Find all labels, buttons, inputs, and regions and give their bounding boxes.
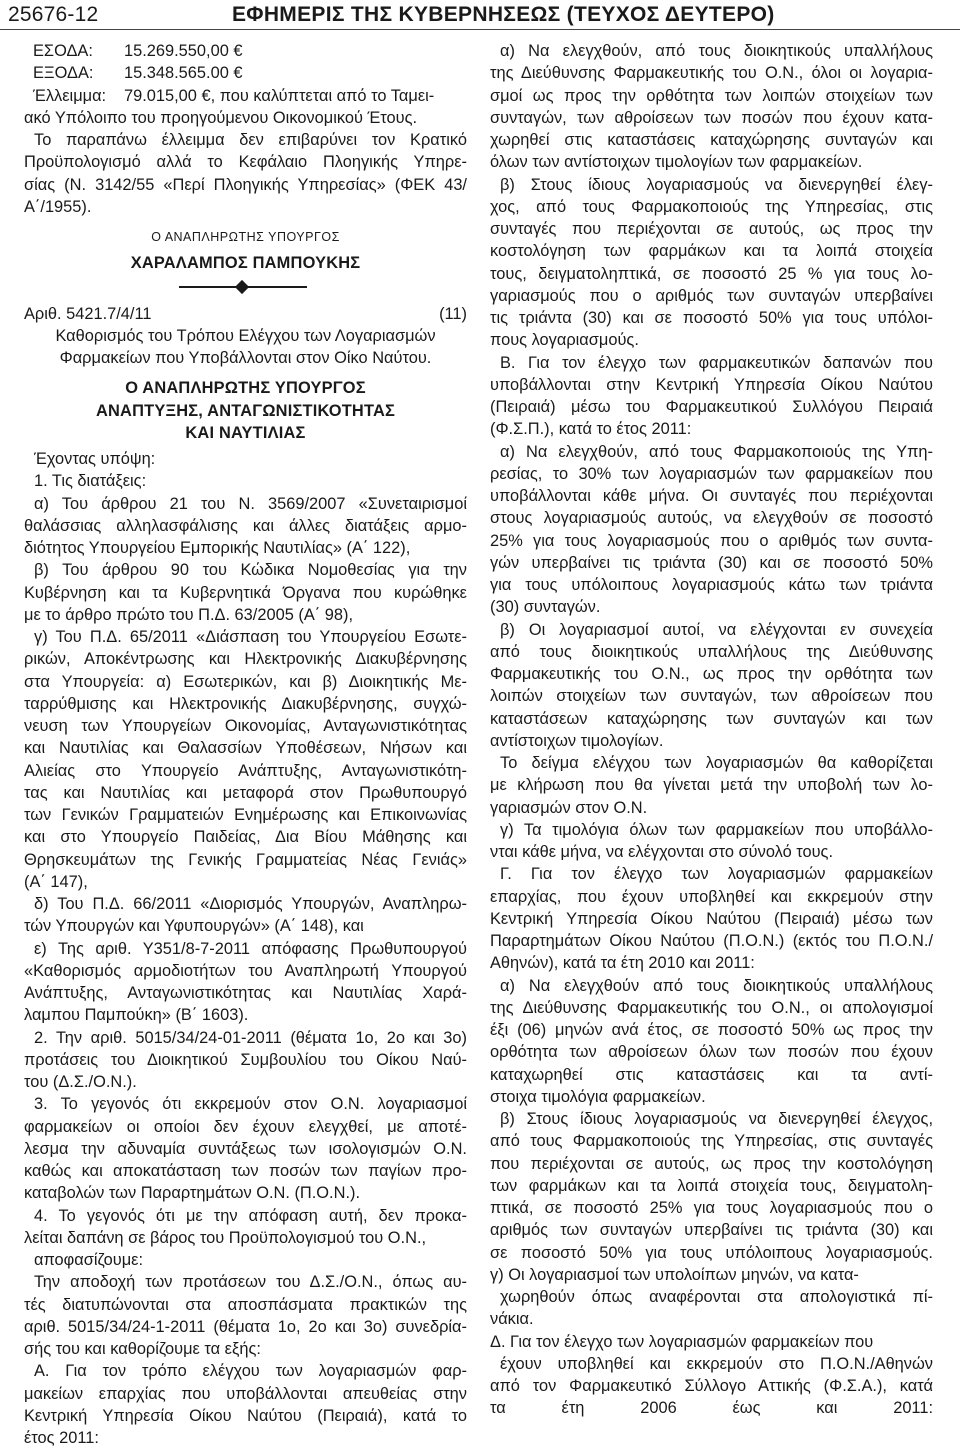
body-line: από τον Φαρμακευτικό Σύλλογο Αττικής (Φ.Σ.Α.), κατά	[490, 1377, 933, 1395]
body-line: ορθότητα των αθροίσεων όλων των ποσών που έχουν	[490, 1043, 933, 1062]
page-header	[0, 0, 960, 30]
body-line: α) Να ελεγχθούν, από τους διοικητικούς υπαλλήλους	[500, 42, 933, 60]
body-line: χος, από τους Φαρμακοποιούς της Υπηρεσίας, στις	[490, 197, 933, 216]
signatory-title: Ο ΑΝΑΠΛΗΡΩΤΗΣ ΥΠΟΥΡΓΟΣ	[151, 230, 340, 244]
body-line: της Διεύθυνσης Φαρμακευτικής του Ο.Ν., οι απολογισμοί	[490, 998, 933, 1017]
intro-line: σίας (Ν. 3142/55 «Περί Πλοηγικής Υπηρεσίας» (ΦΕΚ 43/	[24, 175, 467, 194]
body-line: Θρησκευμάτων της Γενικής Γραμματείας Νέας Γενιάς»	[24, 850, 467, 869]
body-line: Αλιείας στο Υπουργείο Ανάπτυξης, Ανταγωνιστικότη-	[24, 761, 467, 780]
body-line: Γ. Για τον έλεγχο των λογαριασμών φαρμακείων	[500, 865, 933, 884]
body-line: Δ. Για τον έλεγχο των λογαριασμών φαρμακείων που	[490, 1332, 874, 1351]
deficit-label: Έλλειμμα:	[33, 86, 107, 105]
body-line: επαρχίας, που έχουν υποβληθεί και εκκρεμούν στην	[490, 887, 933, 906]
body-line: καταχωρηθεί στις καταστάσεις και τα αντί-	[490, 1065, 933, 1084]
right-body	[490, 40, 933, 1420]
body-line: β) Στους ίδιους λογαριασμούς να διενεργηθεί έλεγ-	[500, 175, 933, 194]
decision-heading	[24, 303, 467, 325]
decision-title	[24, 325, 467, 370]
body-line: Κεντρική Υπηρεσία Οίκου Ναύτου (Πειραιά), κατά το	[24, 1406, 467, 1425]
minister-heading-line: Ο ΑΝΑΠΛΗΡΩΤΗΣ ΥΠΟΥΡΓΟΣ	[125, 379, 366, 398]
body-line: (Πειραιά) μέσω του Φαρμακευτικού Συλλόγου Πειραιά	[490, 398, 933, 416]
body-line: β) Του άρθρου 90 του Κώδικα Νομοθεσίας για την	[34, 561, 467, 580]
body-line: στα Υπουργεία: α) Εσωτερικών, και β) Διοικητικής Με-	[24, 672, 467, 691]
body-line: συνταγές που περιέχονται σε αυτούς, ως προς την	[490, 220, 933, 238]
body-line: Φαρμακευτικής του Ο.Ν., ως προς την ορθότητα των	[490, 665, 933, 683]
body-line: καταστάσεων καταχώρησης των συνταγών και των	[490, 709, 933, 728]
body-line: του (Δ.Σ./Ο.Ν.).	[24, 1073, 137, 1091]
body-line: γών υπερβαίνει τις τριάντα (30) και σε ποσοστό 50%	[490, 553, 933, 572]
gazette-title: ΕΦΗΜΕΡΙΣ ΤΗΣ ΚΥΒΕΡΝΗΣΕΩΣ (ΤΕΥΧΟΣ ΔΕΥΤΕΡΟ)	[232, 3, 775, 26]
body-line: με κλήρωση που θα γίνεται μετά την υποβολή των λο-	[490, 776, 933, 795]
expenses-value: 15.348.565.00 €	[124, 64, 243, 83]
intro-line: Το παραπάνω έλλειμμα δεν επιβαρύνει τον Κρατικό	[34, 131, 467, 149]
body-line: ε) Της αριθ. Υ351/8-7-2011 απόφασης Πρωθυπουργού	[34, 939, 467, 958]
body-line: καθώς και αποκατάσταση των ποσών των παγίων προ-	[24, 1162, 467, 1180]
body-line: λαμπου Παμπούκη» (Β΄ 1603).	[24, 1006, 249, 1025]
body-line: αριθμός των συνταγών υπερβαίνει τις τριάντα (30) και	[490, 1221, 933, 1240]
body-line: 1. Τις διατάξεις:	[34, 472, 147, 491]
body-line: Έχοντας υπόψη:	[34, 450, 156, 468]
right-column	[490, 40, 933, 1420]
page-number: 25676-12	[8, 3, 99, 26]
body-line: τις τριάντα (30) και σε ποσοστό 50% για τους υπόλοι-	[490, 309, 933, 327]
minister-heading-line: ΚΑΙ ΝΑΥΤΙΛΙΑΣ	[185, 423, 306, 442]
body-line: Α. Για τον τρόπο ελέγχου των λογαριασμών φαρ-	[34, 1362, 467, 1381]
body-line: τας και Ναυτιλίας και μεταφορά στον Πρωθυπουργό	[24, 783, 467, 802]
body-line: θαλάσσιας αλληλασφάλισης και άλλες διατάξεις αρμο-	[24, 516, 467, 535]
body-line: από τους διοικητικούς υπαλλήλους της Διεύθυνσης	[490, 642, 933, 661]
body-line: «Καθορισμός αρμοδιοτήτων του Αναπληρωτή Υπουργού	[24, 961, 467, 980]
decision-title-line: Φαρμακείων που Υποβάλλονται στον Οίκο Ναύτου.	[59, 349, 432, 367]
body-line: τών Υπουργών και Υφυπουργών» (Α΄ 148), και	[24, 917, 364, 936]
body-line: από τους Φαρμακοποιούς της Υπηρεσίας, στις συνταγές	[490, 1132, 933, 1151]
body-line: Β. Για τον έλεγχο των φαρμακευτικών δαπανών που	[500, 353, 933, 372]
body-line: γ) Του Π.Δ. 65/2011 «Διάσπαση του Υπουργείου Εσωτε-	[34, 628, 467, 646]
body-line: χωρηθούν όπως αναφέρονται στα απολογιστικά πί-	[500, 1288, 933, 1306]
body-line: διότητος Υπουργείου Εμπορικής Ναυτιλίας» (Α΄ 122),	[24, 539, 411, 557]
body-line: Την αποδοχή των προτάσεων του Δ.Σ./Ο.Ν., όπως αυ-	[34, 1273, 467, 1292]
left-column	[24, 40, 467, 1449]
body-line: δ) Του Π.Δ. 66/2011 «Διορισμός Υπουργών, Αναπληρω-	[34, 895, 467, 913]
body-line: υποβάλλονται κάθε μήνα. Οι συνταγές που περιέχονται	[490, 487, 933, 505]
section-ornament	[24, 275, 467, 297]
finance-table	[24, 40, 434, 107]
body-line: στους λογαριασμούς αυτούς, να ελεγχθούν σε ποσοστό	[490, 509, 933, 528]
revenue-label: ΕΣΟΔΑ:	[33, 42, 93, 60]
minister-heading	[24, 377, 467, 444]
body-line: φαρμακείων οι οποίοι δεν έχουν ελεγχθεί, με αποτέ-	[24, 1117, 467, 1136]
body-line: λεσμα την αδυναμία συντάξεως των ισολογισμών Ο.Ν.	[24, 1139, 467, 1158]
body-line: των Γενικών Γραμματειών Ενημέρωσης και Επικοινωνίας	[24, 806, 467, 824]
body-line: α) Να ελεγχθούν, από τους Φαρμακοποιούς της Υπη-	[500, 442, 933, 461]
body-line: με το άρθρο πρώτο του Π.Δ. 63/2005 (Α΄ 98),	[24, 605, 354, 624]
body-line: 2. Την αριθ. 5015/34/24-01-2011 (θέματα 1ο, 2ο και 3ο)	[34, 1028, 467, 1047]
body-line: λείται δαπάνη σε βάρος του Προϋπολογισμού του Ο.Ν.,	[24, 1228, 427, 1247]
body-line: της Διεύθυνσης Φαρμακευτικής του Ο.Ν., όλοι οι λογαρια-	[490, 64, 933, 83]
body-line: νάκια.	[490, 1310, 534, 1329]
body-line: Κυβέρνηση και τα Κυβερνητικά Όργανα που κυρώθηκε	[24, 583, 467, 602]
body-line: όλων των αντίστοιχων τιμολογίων των φαρμακείων.	[490, 153, 863, 172]
body-line: έτος 2011:	[24, 1429, 99, 1447]
intro-line: Α΄/1955).	[24, 197, 92, 216]
body-line: Το δείγμα ελέγχου των λογαριασμών θα καθορίζεται	[500, 754, 933, 772]
body-line: λοιπών στοιχείων των συνταγών, των αθροίσεων που	[490, 687, 933, 706]
body-line: Παραρτημάτων Οίκου Ναύτου (Π.Ο.Ν.) (εκτός του Π.Ο.Ν./	[490, 932, 933, 950]
body-line: Ανάπτυξης, Ανταγωνιστικότητας και Ναυτιλίας Χαρά-	[24, 984, 467, 1002]
deficit-value: 79.015,00 €, που καλύπτεται από το Ταμει-	[124, 86, 435, 105]
body-line: έξι (06) μηνών ανά έτος, σε ποσοστό 50% ως προς την	[490, 1021, 933, 1039]
body-line: 4. Το γεγονός ότι με την απόφαση αυτή, δεν προκα-	[34, 1206, 467, 1225]
body-line: και Ναυτιλίας και Θαλασσίων Υποθέσεων, Νήσων και	[24, 739, 467, 758]
body-line: για τους υπόλοιπους λογαριασμούς κάτω των τριάντα	[490, 576, 933, 594]
body-line: κοστολόγηση των φαρμάκων και τα λοιπά στοιχεία	[490, 242, 933, 261]
body-line: τές διατυπώνονται στα αποσπάσματα πρακτικών της	[24, 1295, 467, 1314]
body-line: αντίστοιχων τιμολογίων.	[490, 731, 664, 750]
body-line: σε ποσοστό 50% για τους υπόλοιπους λογαριασμούς.	[490, 1243, 933, 1262]
body-line: συνταγών, των αθροίσεων των ποσών που έχουν κατα-	[490, 108, 933, 127]
minister-heading-line: ΑΝΑΠΤΥΞΗΣ, ΑΝΤΑΓΩΝΙΣΤΙΚΟΤΗΤΑΣ	[95, 401, 396, 420]
body-line: αποφασίζουμε:	[34, 1251, 144, 1269]
body-line: β) Οι λογαριασμοί αυτοί, να ελέγχονται εν συνεχεία	[500, 620, 933, 639]
body-line: γ) Τα τιμολόγια όλων των φαρμακείων που υποβάλλο-	[500, 820, 933, 839]
body-line: μακείων επαρχίας που υποβάλλονται απευθείας στην	[24, 1384, 467, 1403]
signatory-name: ΧΑΡΑΛΑΜΠΟΣ ΠΑΜΠΟΥΚΗΣ	[130, 254, 361, 273]
body-line: α) Να ελεγχθούν από τους διοικητικούς υπαλλήλους	[500, 976, 933, 995]
body-line: 3. Το γεγονός ότι εκκρεμούν στον Ο.Ν. λογαριασμοί	[34, 1095, 467, 1114]
body-line: έχουν υποβληθεί και εκκρεμούν στο Π.Ο.Ν./Αθηνών	[500, 1354, 933, 1373]
intro-line: Προϋπολογισμό αλλά το Κεφάλαιο Πλοηγικής Υπηρε-	[24, 153, 467, 172]
body-line: (Φ.Σ.Π.), κατά το έτος 2011:	[490, 420, 692, 439]
body-line: α) Του άρθρου 21 του Ν. 3569/2007 «Συνεταιρισμοί	[34, 494, 467, 513]
body-line: που περιέχονται σε αυτούς, ως προς την κοστολόγηση	[490, 1154, 933, 1173]
intro-text	[24, 107, 467, 218]
decision-sequence: (11)	[439, 304, 467, 323]
body-line: νευση των Υπουργείων Οικονομίας, Ανταγωνιστικότητας	[24, 717, 467, 735]
body-line: πους λογαριασμούς.	[490, 331, 639, 350]
body-line: νται κάθε μήνα, να ελέγχονται στο σύνολό τους.	[490, 843, 834, 861]
body-line: αριθ. 5015/34/24-1-2011 (θέματα 1ο, 2ο και 3ο) συνεδρία-	[24, 1317, 467, 1336]
body-line: των φαρμάκων και τα λοιπά στοιχεία τους, δειγματολη-	[490, 1176, 933, 1195]
body-line: ρεσίας, το 30% των λογαριασμών των φαρμακείων που	[490, 464, 933, 483]
body-line: σμοί ως προς την ορθότητα των λοιπών στοιχείων των	[490, 86, 933, 105]
left-body	[24, 448, 467, 1449]
body-line: γαριασμών στον Ο.Ν.	[490, 798, 648, 817]
body-line: σής του και καθορίζουμε τα εξής:	[24, 1340, 261, 1358]
body-line: ρικών, Αποκέντρωσης και Ηλεκτρονικής Διακυβέρνησης	[24, 650, 467, 669]
body-line: τους, δειγματοληπτικά, σε ποσοστό 25 % για τους λο-	[490, 264, 933, 283]
body-line: και στο Υπουργείο Παιδείας, Δια Βίου Μάθησης και	[24, 828, 467, 847]
body-line: γαριασμούς που ο αριθμός των συνταγών υπερβαίνει	[490, 286, 933, 305]
body-line: β) Στους ίδιους λογαριασμούς να διενεργηθεί έλεγχος,	[500, 1110, 933, 1128]
revenue-value: 15.269.550,00 €	[124, 42, 243, 60]
body-line: (30) συνταγών.	[490, 598, 601, 617]
body-line: Αθηνών), κατά τα έτη 2010 και 2011:	[490, 954, 755, 973]
expenses-label: ΕΞΟΔΑ:	[33, 64, 94, 83]
body-line: καταβολών των Παραρτημάτων Ο.Ν. (Π.Ο.Ν.).	[24, 1184, 361, 1203]
body-line: στοιχα τιμολόγια φαρμακείων.	[490, 1087, 706, 1106]
body-line: υποβάλλονται στην Κεντρική Υπηρεσία Οίκου Ναύτου	[490, 375, 933, 394]
body-line: Κεντρική Υπηρεσία Οίκου Ναύτου (Πειραιά) μέσω των	[490, 909, 933, 928]
body-line: προτάσεις του Διοικητικού Συμβουλίου του Οίκου Ναύ-	[24, 1050, 467, 1069]
body-line: (Α΄ 147),	[24, 872, 88, 891]
body-line: χωρηθεί στις καταστάσεις καταχώρησης συνταγών και	[490, 131, 933, 149]
decision-number: Αριθ. 5421.7/4/11	[24, 304, 152, 323]
body-line: ταρρύθμισης και Ηλεκτρονικής Διακυβέρνησης, συγχώ-	[24, 694, 467, 713]
intro-line: ακό Υπόλοιπο του προηγούμενου Οικονομικού Έτους.	[24, 108, 418, 127]
body-line: 25% για τους λογαριασμούς που ο αριθμός των συντα-	[490, 531, 933, 550]
body-line: πτικά, σε ποσοστό 25% για τους λογαριασμούς που ο	[490, 1199, 933, 1217]
decision-title-line: Καθορισμός του Τρόπου Ελέγχου των Λογαριασμών	[55, 326, 436, 345]
body-line: γ) Οι λογαριασμοί των υπολοίπων μηνών, να κατα-	[490, 1265, 859, 1284]
header-rule	[0, 29, 960, 30]
body-line: τα έτη 2006 έως και 2011:	[490, 1399, 933, 1418]
